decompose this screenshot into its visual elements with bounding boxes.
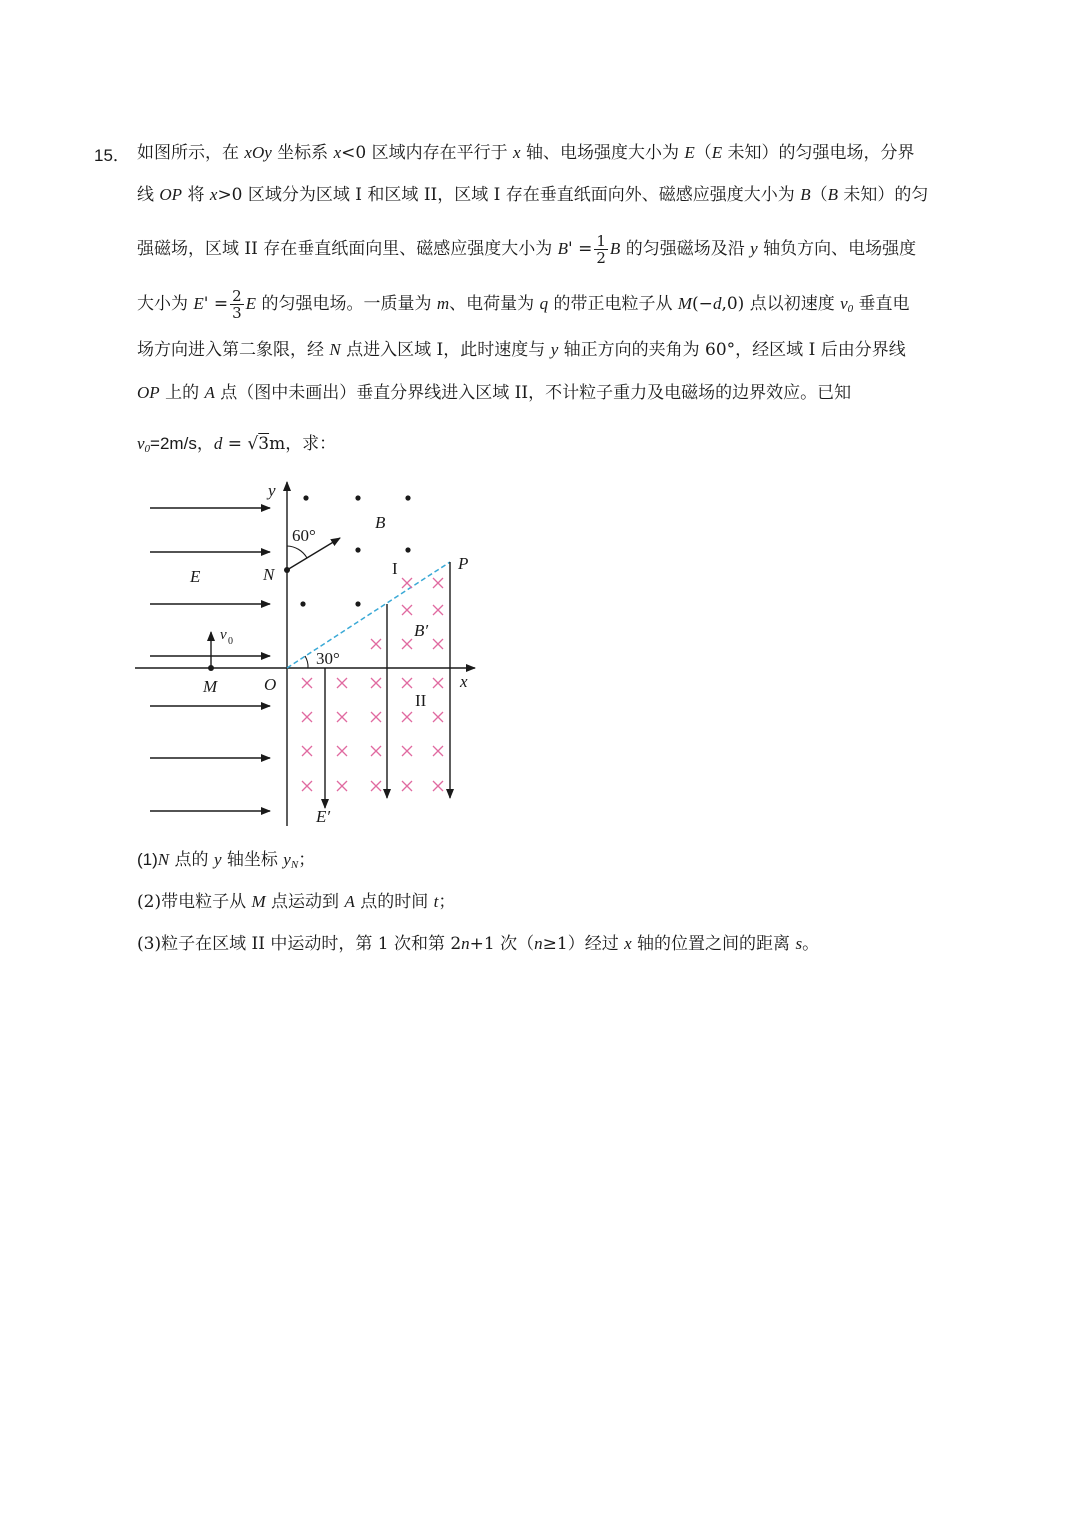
electric-field-arrows — [150, 508, 270, 811]
question-line-6: OP 上的 A 点（图中未画出）垂直分界线进入区域 II，不计粒子重力及电磁场的边界效应。已知 — [137, 383, 852, 403]
cross-mark — [402, 678, 412, 688]
cross-mark — [402, 781, 412, 791]
cross-mark — [402, 605, 412, 615]
cross-mark — [371, 746, 381, 756]
question-line-1: 如图所示，在 xOy 坐标系 x<0 区域内存在平行于 x 轴、电场强度大小为 E（E 未知）的匀强电场，分界 — [137, 143, 915, 163]
cross-mark — [402, 746, 412, 756]
cross-mark — [371, 639, 381, 649]
cross-mark — [433, 746, 443, 756]
cross-mark — [433, 639, 443, 649]
question-line-7: $v_0=2m/s$，d = √3m，求： — [137, 434, 337, 455]
label-o: O — [264, 675, 277, 694]
cross-mark — [337, 781, 347, 791]
label-x: x — [460, 672, 468, 691]
cross-mark — [433, 781, 443, 791]
label-region-1: I — [392, 559, 398, 578]
cross-mark — [433, 605, 443, 615]
angle-arc-30 — [305, 656, 308, 668]
cross-mark — [402, 712, 412, 722]
cross-mark — [433, 712, 443, 722]
cross-mark — [433, 678, 443, 688]
angle-arc-60 — [287, 546, 307, 558]
field-dot — [355, 601, 360, 606]
sub-question-3: (3)粒子在区域 II 中运动时，第 1 次和第 2n+1 次（n≥1）经过 x 轴的位置之间的距离 s。 — [137, 934, 820, 954]
question-line-3: 强磁场，区域 II 存在垂直纸面向里、磁感应强度大小为 B' = $\frac{1}{2}$ B 的匀强磁场及沿 y 轴负方向、电场强度 — [137, 232, 917, 267]
label-angle-60: 60° — [292, 526, 316, 545]
question-line-4: 大小为 E' = $\frac{2}{3}$ E 的匀强电场。一质量为 m、电荷量为 q 的带正电粒子从 M(−d,0) 点以初速度 $v_0$ 垂直电 — [137, 287, 910, 322]
field-dot — [303, 495, 308, 500]
sub-question-1: (1)N 点的 y 轴坐标 $y_N$； — [137, 850, 316, 871]
label-e: E — [190, 567, 201, 586]
cross-mark — [302, 712, 312, 722]
label-region-2: II — [415, 691, 427, 710]
label-e-prime: E′ — [316, 807, 331, 826]
cross-mark — [337, 712, 347, 722]
field-dot — [355, 495, 360, 500]
label-y: y — [268, 481, 276, 500]
cross-mark — [371, 712, 381, 722]
question-number: 15． — [94, 146, 130, 165]
field-dot — [355, 547, 360, 552]
label-angle-30: 30° — [316, 649, 340, 668]
fraction-two-thirds: $\frac{2}{3}$ — [232, 287, 242, 322]
label-m: M — [203, 677, 218, 696]
cross-mark — [402, 639, 412, 649]
b-prime-crosses — [302, 578, 443, 791]
question-line-5: 场方向进入第二象限，经 N 点进入区域 I，此时速度与 y 轴正方向的夹角为 60°，经区域 I 后由分界线 — [137, 340, 906, 360]
field-diagram — [130, 474, 490, 834]
label-b-prime: B′ — [414, 621, 429, 640]
fraction-one-half: $\frac{1}{2}$ — [596, 232, 606, 267]
boundary-line-op — [287, 562, 450, 668]
label-p: P — [458, 554, 469, 573]
label-n: N — [263, 565, 275, 584]
cross-mark — [337, 678, 347, 688]
b-field-dots — [300, 495, 410, 606]
cross-mark — [433, 578, 443, 588]
question-line-2: 线 OP 将 x>0 区域分为区域 I 和区域 II，区域 I 存在垂直纸面向外、磁感应强度大小为 B（B 未知）的匀 — [137, 185, 929, 205]
cross-mark — [337, 746, 347, 756]
field-dot — [405, 495, 410, 500]
label-b: B — [375, 513, 386, 532]
cross-mark — [302, 746, 312, 756]
sub-question-2: (2)带电粒子从 M 点运动到 A 点的时间 t； — [137, 892, 456, 912]
cross-mark — [302, 781, 312, 791]
cross-mark — [371, 678, 381, 688]
label-v0-sub: 0 — [228, 636, 233, 647]
cross-mark — [402, 578, 412, 588]
cross-mark — [302, 678, 312, 688]
cross-mark — [371, 781, 381, 791]
field-dot — [300, 601, 305, 606]
label-v0: v — [220, 627, 227, 643]
field-dot — [405, 547, 410, 552]
